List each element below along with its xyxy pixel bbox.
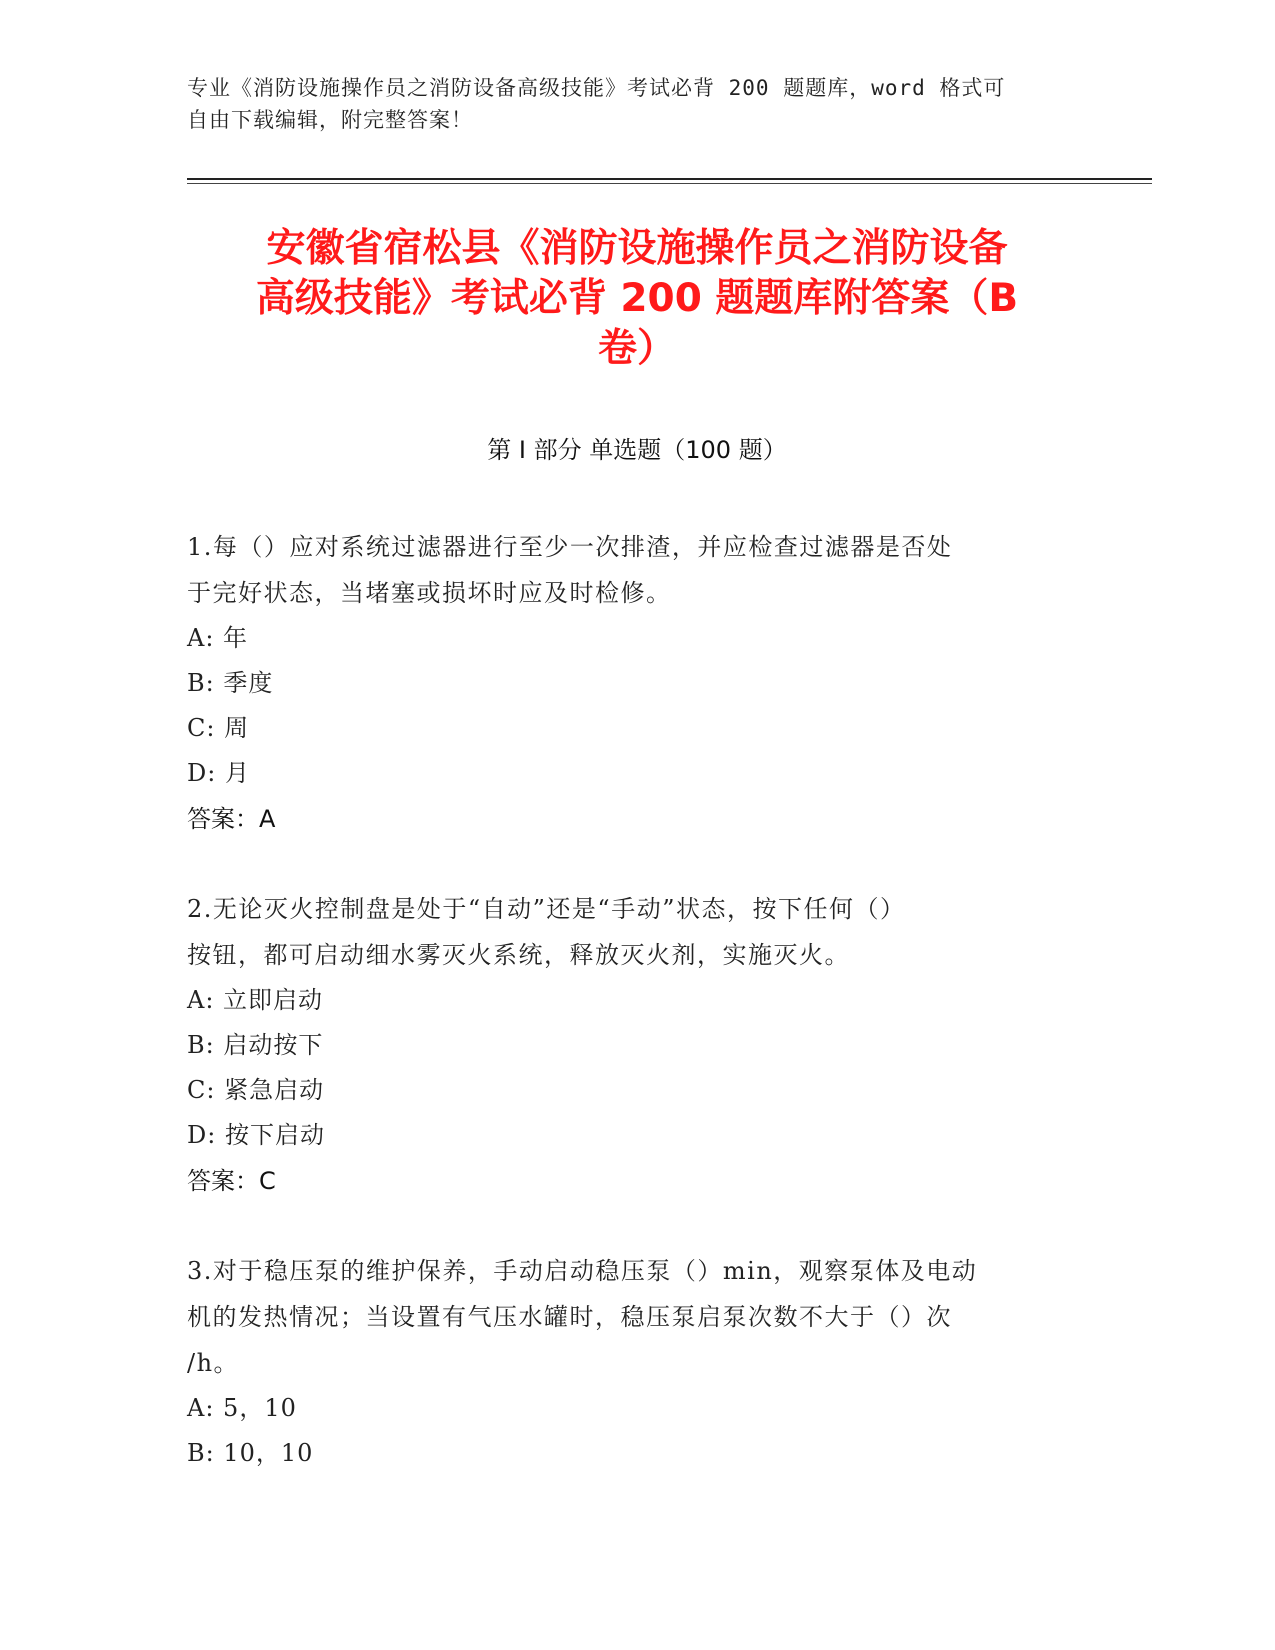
question-text: 1.每（）应对系统过滤器进行至少一次排渣，并应检查过滤器是否处 <box>187 533 953 561</box>
section-title: 第 I 部分 单选题（100 题） <box>487 436 787 464</box>
option-d: D: 月 <box>187 759 250 787</box>
header-divider-thin <box>187 183 1152 184</box>
question-text: /h。 <box>187 1349 240 1377</box>
option-a: A: 年 <box>187 624 249 652</box>
question-text: 机的发热情况；当设置有气压水罐时，稳压泵启泵次数不大于（）次 <box>187 1303 952 1331</box>
option-b: B: 季度 <box>187 669 274 697</box>
title-line: 高级技能》考试必背 200 题题库附答案（B <box>255 276 1019 321</box>
question-block <box>187 1248 1087 1476</box>
question-text: 2.无论灭火控制盘是处于“自动”还是“手动”状态，按下任何（） <box>187 895 906 923</box>
question-text: 于完好状态，当堵塞或损坏时应及时检修。 <box>187 579 672 607</box>
document-title <box>187 224 1087 374</box>
option-b: B: 10，10 <box>187 1439 314 1467</box>
intro-text <box>187 72 1067 136</box>
option-a: A: 立即启动 <box>187 986 324 1014</box>
question-text: 3.对于稳压泵的维护保养，手动启动稳压泵（）min，观察泵体及电动 <box>187 1257 978 1285</box>
answer-text: 答案：C <box>187 1167 276 1195</box>
option-d: D: 按下启动 <box>187 1121 325 1149</box>
question-text: 按钮，都可启动细水雾灭火系统，释放灭火剂，实施灭火。 <box>187 941 850 969</box>
title-line: 卷） <box>597 326 676 371</box>
question-block <box>187 524 1087 842</box>
intro-line: 自由下载编辑，附完整答案！ <box>187 108 473 132</box>
header-divider <box>187 178 1152 180</box>
option-c: C: 周 <box>187 714 250 742</box>
option-c: C: 紧急启动 <box>187 1076 325 1104</box>
option-a: A: 5，10 <box>187 1394 297 1422</box>
question-block <box>187 886 1087 1204</box>
intro-line: 专业《消防设施操作员之消防设备高级技能》考试必背 200 题题库，word 格式可 <box>187 76 1006 100</box>
option-b: B: 启动按下 <box>187 1031 324 1059</box>
title-line: 安徽省宿松县《消防设施操作员之消防设备 <box>266 226 1008 271</box>
answer-text: 答案：A <box>187 805 276 833</box>
